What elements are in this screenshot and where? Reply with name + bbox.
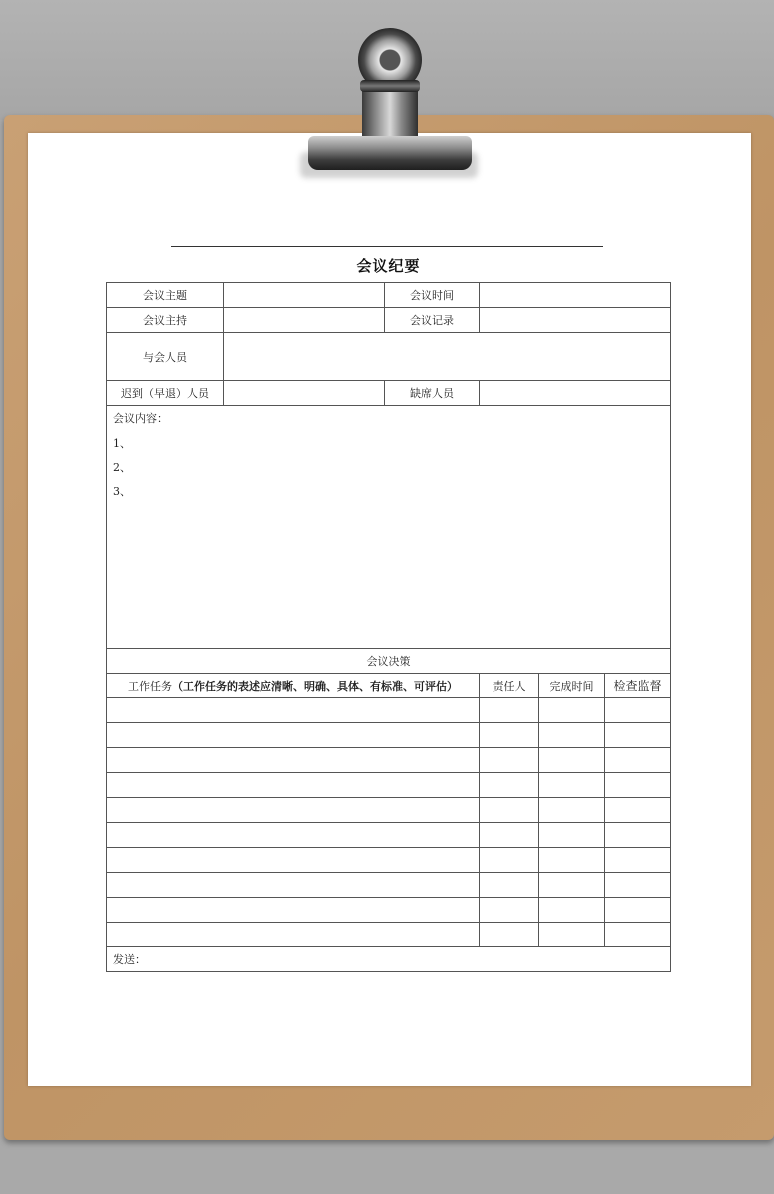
decision-header-row <box>107 649 671 674</box>
check-cell[interactable] <box>605 823 671 848</box>
content-row <box>107 406 671 649</box>
owner-cell[interactable] <box>480 923 539 947</box>
content-label: 会议内容： <box>113 412 168 425</box>
late-value-cell[interactable] <box>224 381 385 406</box>
send-cell[interactable] <box>107 947 671 972</box>
topic-row <box>107 283 671 308</box>
task-row <box>107 873 671 898</box>
owner-cell[interactable] <box>480 723 539 748</box>
owner-cell[interactable] <box>480 873 539 898</box>
due-cell[interactable] <box>539 748 605 773</box>
task-header <box>107 674 480 698</box>
send-label: 发送： <box>113 953 146 966</box>
content-item: 1、 <box>113 437 131 450</box>
host-value-cell[interactable] <box>224 308 385 333</box>
late-row <box>107 381 671 406</box>
topic-value-cell[interactable] <box>224 283 385 308</box>
owner-cell[interactable] <box>480 823 539 848</box>
check-cell[interactable] <box>605 748 671 773</box>
content-item: 2、 <box>113 461 131 474</box>
due-cell[interactable] <box>539 723 605 748</box>
task-row <box>107 773 671 798</box>
due-cell[interactable] <box>539 898 605 923</box>
task-note: （工作任务的表述应清晰、明确、具体、有标准、可评估） <box>172 679 458 693</box>
owner-cell[interactable] <box>480 773 539 798</box>
task-cell[interactable] <box>107 773 480 798</box>
check-cell[interactable] <box>605 773 671 798</box>
topic-label: 会议主题 <box>107 283 224 308</box>
decision-header: 会议决策 <box>107 649 671 674</box>
task-cell[interactable] <box>107 748 480 773</box>
due-cell[interactable] <box>539 823 605 848</box>
owner-cell[interactable] <box>480 798 539 823</box>
time-value-cell[interactable] <box>480 283 671 308</box>
attendees-row <box>107 333 671 381</box>
task-cell[interactable] <box>107 923 480 947</box>
check-cell[interactable] <box>605 698 671 723</box>
owner-cell[interactable] <box>480 848 539 873</box>
absent-label: 缺席人员 <box>385 381 480 406</box>
task-row <box>107 898 671 923</box>
task-cell[interactable] <box>107 898 480 923</box>
owner-cell[interactable] <box>480 748 539 773</box>
task-row <box>107 798 671 823</box>
late-label: 迟到（早退）人员 <box>107 381 224 406</box>
task-cell[interactable] <box>107 823 480 848</box>
clip-hinge <box>360 80 420 92</box>
task-cell[interactable] <box>107 873 480 898</box>
due-header: 完成时间 <box>539 674 605 698</box>
check-cell[interactable] <box>605 923 671 947</box>
task-row <box>107 823 671 848</box>
check-cell[interactable] <box>605 873 671 898</box>
due-cell[interactable] <box>539 698 605 723</box>
meeting-content-cell[interactable] <box>107 406 671 649</box>
recorder-label: 会议记录 <box>385 308 480 333</box>
absent-value-cell[interactable] <box>480 381 671 406</box>
binder-clip-icon <box>308 136 472 170</box>
meeting-minutes-form <box>106 282 671 972</box>
task-prefix: 工作任务 <box>128 679 172 693</box>
due-cell[interactable] <box>539 773 605 798</box>
due-cell[interactable] <box>539 923 605 947</box>
header-rule <box>171 246 603 247</box>
task-row <box>107 848 671 873</box>
owner-header: 责任人 <box>480 674 539 698</box>
task-row <box>107 723 671 748</box>
send-row <box>107 947 671 972</box>
due-cell[interactable] <box>539 873 605 898</box>
time-label: 会议时间 <box>385 283 480 308</box>
host-row <box>107 308 671 333</box>
page-title: 会议纪要 <box>356 257 421 275</box>
task-row <box>107 698 671 723</box>
content-item: 3、 <box>113 485 131 498</box>
host-label: 会议主持 <box>107 308 224 333</box>
recorder-value-cell[interactable] <box>480 308 671 333</box>
task-cell[interactable] <box>107 848 480 873</box>
task-row <box>107 923 671 947</box>
task-header-row <box>107 674 671 698</box>
task-cell[interactable] <box>107 698 480 723</box>
due-cell[interactable] <box>539 798 605 823</box>
check-cell[interactable] <box>605 898 671 923</box>
due-cell[interactable] <box>539 848 605 873</box>
attendees-label: 与会人员 <box>107 333 224 381</box>
check-cell[interactable] <box>605 798 671 823</box>
check-cell[interactable] <box>605 723 671 748</box>
check-cell[interactable] <box>605 848 671 873</box>
task-cell[interactable] <box>107 723 480 748</box>
owner-cell[interactable] <box>480 898 539 923</box>
attendees-value-cell[interactable] <box>224 333 671 381</box>
check-header: 检查监督 <box>605 674 671 698</box>
task-row <box>107 748 671 773</box>
task-cell[interactable] <box>107 798 480 823</box>
owner-cell[interactable] <box>480 698 539 723</box>
